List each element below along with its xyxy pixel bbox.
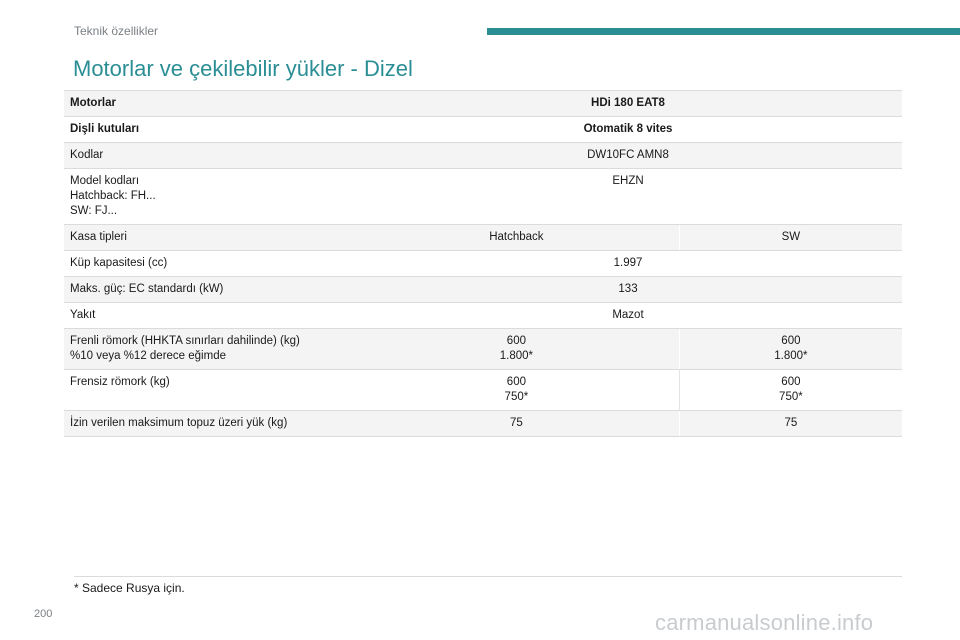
value-line: 600: [781, 335, 801, 347]
table-row: [64, 277, 902, 303]
row-value-codes: DW10FC AMN8: [354, 143, 902, 169]
row-label-gearboxes: Dişli kutuları: [64, 117, 354, 143]
table-row: [64, 225, 902, 251]
row-value-hatchback: Hatchback: [354, 225, 679, 251]
table-row: [64, 303, 902, 329]
value-line: 600: [781, 376, 801, 388]
row-value-capacity: 1.997: [354, 251, 902, 277]
label-line: %10 veya %12 derece eğimde: [70, 350, 226, 362]
row-label-fuel: Yakıt: [64, 303, 354, 329]
value-line: 600: [506, 376, 526, 388]
footnote-divider: [74, 576, 902, 577]
table-row: [64, 329, 902, 370]
table-row: [64, 91, 902, 117]
page-number: 200: [34, 608, 53, 620]
label-line: Model kodları: [70, 175, 140, 187]
row-value-towball-sw: 75: [679, 411, 902, 437]
table-row: [64, 117, 902, 143]
row-label-model-codes: [64, 169, 354, 225]
row-label-power: Maks. güç: EC standardı (kW): [64, 277, 354, 303]
table-row: [64, 143, 902, 169]
watermark: carmanualsonline.info: [655, 610, 874, 635]
table-row: [64, 169, 902, 225]
label-line: SW: FJ...: [70, 205, 118, 217]
value-line: 750*: [779, 391, 803, 403]
row-label-codes: Kodlar: [64, 143, 354, 169]
table-row: [64, 411, 902, 437]
footnote: * Sadece Rusya için.: [74, 581, 185, 595]
row-label-engines: Motorlar: [64, 91, 354, 117]
label-line: Frenli römork (HHKTA sınırları dahilinde) (kg): [70, 335, 300, 347]
label-line: Hatchback: FH...: [70, 190, 156, 202]
row-value-gearboxes: Otomatik 8 vites: [354, 117, 902, 143]
table-row: [64, 251, 902, 277]
value-line: 1.800*: [499, 350, 534, 362]
value-line: 600: [506, 335, 526, 347]
row-value-fuel: Mazot: [354, 303, 902, 329]
table-row: [64, 370, 902, 411]
page-title: Motorlar ve çekilebilir yükler - Dizel: [73, 56, 413, 81]
engine-specs-table: [64, 90, 902, 437]
row-value-unbraked-sw: [679, 370, 902, 411]
row-label-towball-load: İzin verilen maksimum topuz üzeri yük (kg): [64, 411, 354, 437]
row-value-power: 133: [354, 277, 902, 303]
value-line: 1.800*: [774, 350, 808, 362]
section-label: Teknik özellikler: [74, 24, 159, 38]
row-value-engines: HDi 180 EAT8: [354, 91, 902, 117]
value-line: 750*: [504, 391, 529, 403]
row-value-sw: SW: [679, 225, 902, 251]
row-label-body-types: Kasa tipleri: [64, 225, 354, 251]
row-value-towball-hatchback: 75: [354, 411, 679, 437]
row-label-capacity: Küp kapasitesi (cc): [64, 251, 354, 277]
row-value-braked-sw: [679, 329, 902, 370]
row-label-unbraked-trailer: Frensiz römork (kg): [64, 370, 354, 411]
row-value-model-codes: EHZN: [354, 169, 902, 225]
row-label-braked-trailer: [64, 329, 354, 370]
header-accent-bar: [487, 28, 960, 35]
row-value-unbraked-hatchback: [354, 370, 679, 411]
row-value-braked-hatchback: [354, 329, 679, 370]
